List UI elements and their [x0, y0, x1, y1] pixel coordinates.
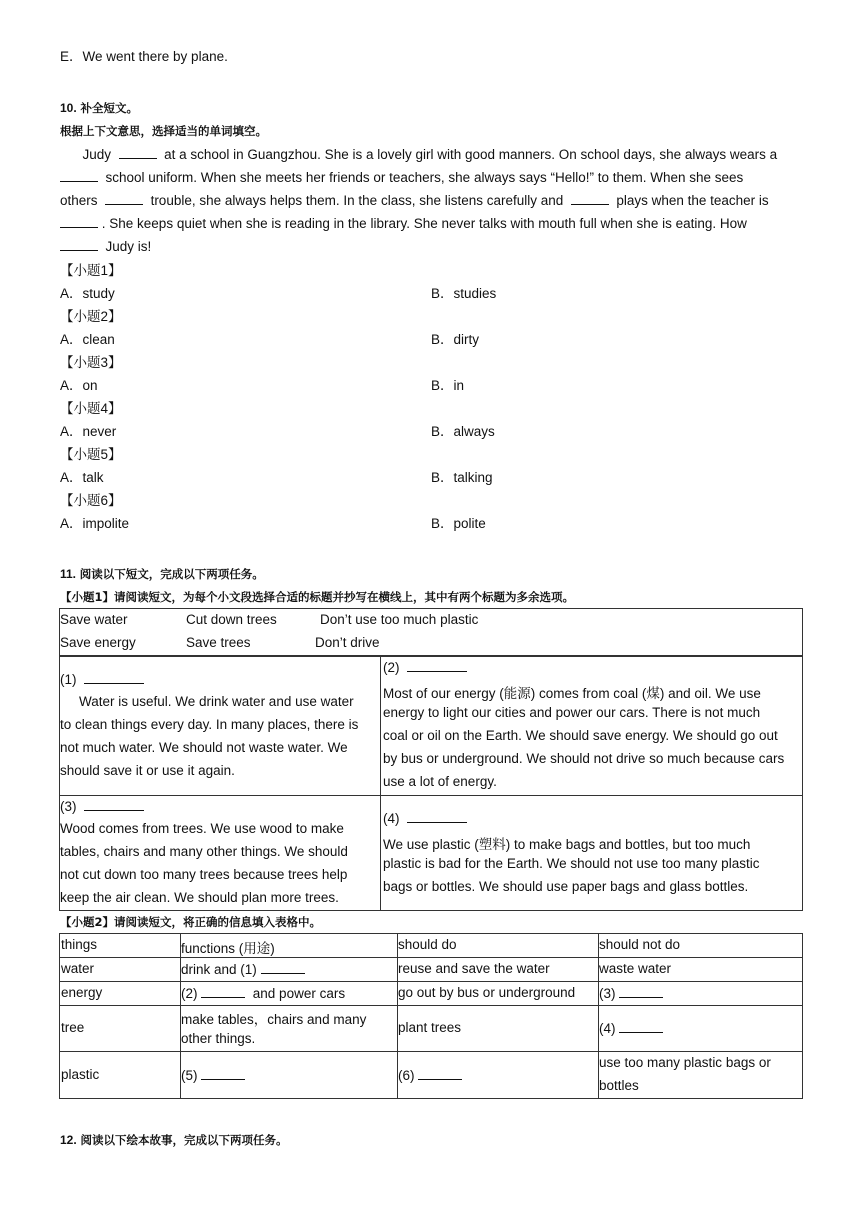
- table-cell: [599, 1020, 663, 1036]
- option-b[interactable]: B．polite: [431, 516, 486, 531]
- passage-text: . She keeps quiet when she is reading in the library. She never talks with mouth full when she is eating. How: [101, 216, 747, 231]
- box-number: (2): [383, 660, 400, 675]
- task-2-instruction: 【小题2】请阅读短文，将正确的信息填入表格中。: [60, 915, 321, 929]
- box-text: coal or oil on the Earth. We should save energy. We should go out: [383, 728, 778, 743]
- cell-text: (4): [599, 1021, 616, 1036]
- box-number-line: [383, 810, 467, 826]
- table-header: should do: [398, 937, 457, 952]
- option-a[interactable]: A．talk: [60, 470, 104, 485]
- info-table: [59, 933, 803, 1099]
- option-a[interactable]: A．impolite: [60, 516, 130, 531]
- title-blank-2[interactable]: [407, 659, 467, 672]
- blank-5[interactable]: [60, 215, 98, 228]
- cell-text: (5): [181, 1068, 198, 1083]
- question-11-header: [60, 566, 264, 582]
- cell-text: and power cars: [252, 986, 346, 1001]
- passage-text: plays when the teacher is: [616, 193, 769, 208]
- title-options-box: [59, 608, 803, 656]
- box-text: tables, chairs and many other things. We should: [60, 844, 348, 859]
- title-option: Save energy: [60, 635, 136, 650]
- table-cell: [181, 961, 305, 977]
- title-blank-1[interactable]: [84, 671, 144, 684]
- table-header: things: [61, 937, 98, 952]
- cell-text: (3): [599, 986, 616, 1001]
- blank-3[interactable]: [105, 192, 143, 205]
- table-cell: go out by bus or underground: [398, 985, 576, 1000]
- table-cell: tree: [61, 1020, 85, 1035]
- box-number-line: [60, 671, 144, 687]
- box-number-line: [60, 798, 144, 814]
- subquestion-label: 【小题1】: [60, 263, 122, 278]
- subquestion-label: 【小题2】: [60, 309, 122, 324]
- table-cell: waste water: [599, 961, 672, 976]
- option-b[interactable]: B．studies: [431, 286, 497, 301]
- passage-text: at a school in Guangzhou. She is a lovely girl with good manners. On school days, she always wears a: [164, 147, 778, 162]
- table-cell: [398, 1067, 462, 1083]
- title-blank-4[interactable]: [407, 810, 467, 823]
- table-blank-4[interactable]: [619, 1020, 663, 1033]
- cell-text: drink and (1): [181, 962, 257, 977]
- box-text: energy to light our cities and power our cars. There is not much: [383, 705, 761, 720]
- box-text: We use plastic (塑料) to make bags and bottles, but too much: [383, 837, 751, 852]
- paragraph-grid: [59, 656, 803, 911]
- passage-text: school uniform. When she meets her friends or teachers, she always says “Hello!” to them. When she sees: [105, 170, 744, 185]
- subquestion-label: 【小题3】: [60, 355, 122, 370]
- box-text: bags or bottles. We should use paper bags and glass bottles.: [383, 879, 749, 894]
- box-text: should save it or use it again.: [60, 763, 235, 778]
- box-text: not much water. We should not waste water. We: [60, 740, 348, 755]
- table-cell: energy: [61, 985, 103, 1000]
- box-number: (1): [60, 672, 77, 687]
- box-text: to clean things every day. In many places, there is: [60, 717, 359, 732]
- question-12-header: [60, 1132, 287, 1148]
- passage-text: Judy: [82, 147, 112, 162]
- box-number-line: [383, 659, 467, 675]
- table-cell: plastic: [61, 1067, 100, 1082]
- box-text: Wood comes from trees. We use wood to make: [60, 821, 344, 836]
- blank-4[interactable]: [571, 192, 609, 205]
- cell-text: (6): [398, 1068, 415, 1083]
- table-blank-2[interactable]: [201, 985, 245, 998]
- passage-text: others: [60, 193, 98, 208]
- title-blank-3[interactable]: [84, 798, 144, 811]
- table-cell: water: [61, 961, 95, 976]
- blank-1[interactable]: [119, 146, 157, 159]
- question-number: 11.: [60, 567, 77, 581]
- table-cell: bottles: [599, 1078, 639, 1093]
- option-b[interactable]: B．in: [431, 378, 465, 393]
- table-blank-6[interactable]: [418, 1067, 462, 1080]
- option-b[interactable]: B．talking: [431, 470, 493, 485]
- box-text: not cut down too many trees because trees help: [60, 867, 348, 882]
- table-blank-3[interactable]: [619, 985, 663, 998]
- table-cell: make tables，chairs and many: [181, 1012, 367, 1027]
- passage-text: trouble, she always helps them. In the class, she listens carefully and: [150, 193, 564, 208]
- table-cell: [599, 985, 663, 1001]
- question-instruction: 根据上下文意思，选择适当的单词填空。: [60, 124, 267, 138]
- task-1-instruction: 【小题1】请阅读短文，为每个小文段选择合适的标题并抄写在横线上，其中有两个标题为多余选项。: [60, 590, 574, 604]
- box-text: keep the air clean. We should plan more trees.: [60, 890, 339, 905]
- table-cell: plant trees: [398, 1020, 462, 1035]
- table-blank-5[interactable]: [201, 1067, 245, 1080]
- question-number: 10.: [60, 101, 77, 115]
- table-cell: [181, 1067, 245, 1083]
- option-a[interactable]: A．clean: [60, 332, 115, 347]
- passage-text: Judy is!: [105, 239, 152, 254]
- option-b[interactable]: B．always: [431, 424, 495, 439]
- box-number: (3): [60, 799, 77, 814]
- question-title: 阅读以下绘本故事，完成以下两项任务。: [80, 1133, 288, 1147]
- blank-6[interactable]: [60, 238, 98, 251]
- option-e: E．We went there by plane.: [60, 49, 228, 64]
- subquestion-label: 【小题5】: [60, 447, 122, 462]
- title-option: Cut down trees: [186, 612, 277, 627]
- box-number: (4): [383, 811, 400, 826]
- box-text: Water is useful. We drink water and use water: [79, 694, 354, 709]
- table-cell: use too many plastic bags or: [599, 1055, 771, 1070]
- option-b[interactable]: B．dirty: [431, 332, 480, 347]
- cloze-passage: [60, 143, 805, 258]
- title-option: Don’t drive: [315, 635, 380, 650]
- table-blank-1[interactable]: [261, 961, 305, 974]
- box-text: Most of our energy (能源) comes from coal (煤) and oil. We use: [383, 686, 761, 701]
- option-a[interactable]: A．never: [60, 424, 117, 439]
- table-cell: [181, 985, 345, 1001]
- table-header: functions (用途): [181, 941, 275, 956]
- question-title: 阅读以下短文，完成以下两项任务。: [79, 567, 264, 581]
- question-10-header: [60, 100, 138, 116]
- box-text: by bus or underground. We should not drive so much because cars: [383, 751, 785, 766]
- title-option: Don’t use too much plastic: [320, 612, 479, 627]
- title-option: Save trees: [186, 635, 251, 650]
- option-a[interactable]: A．study: [60, 286, 115, 301]
- table-cell: reuse and save the water: [398, 961, 550, 976]
- table-cell: other things.: [181, 1031, 256, 1046]
- box-text: use a lot of energy.: [383, 774, 497, 789]
- blank-2[interactable]: [60, 169, 98, 182]
- question-title: 补全短文。: [80, 101, 138, 115]
- question-number: 12.: [60, 1133, 77, 1147]
- cell-text: (2): [181, 986, 198, 1001]
- option-a[interactable]: A．on: [60, 378, 98, 393]
- subquestion-label: 【小题6】: [60, 493, 122, 508]
- table-header: should not do: [599, 937, 681, 952]
- title-option: Save water: [60, 612, 128, 627]
- box-text: plastic is bad for the Earth. We should not use too many plastic: [383, 856, 760, 871]
- subquestion-label: 【小题4】: [60, 401, 122, 416]
